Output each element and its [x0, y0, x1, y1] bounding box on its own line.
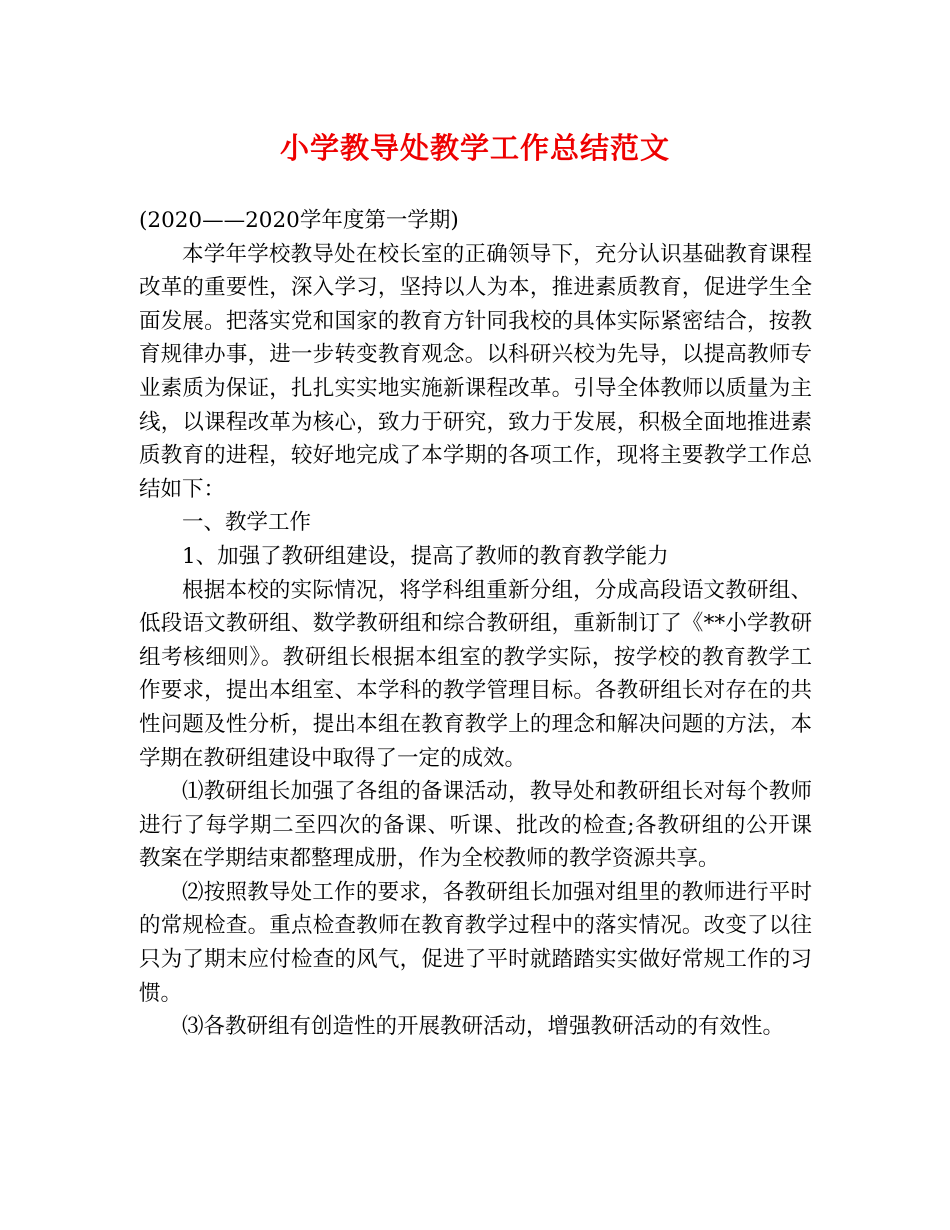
item-3-paragraph: ⑶各教研组有创造性的开展教研活动，增强教研活动的有效性。 — [182, 1014, 785, 1040]
document-title: 小学教导处教学工作总结范文 — [279, 131, 670, 165]
item-2-paragraph: ⑵按照教导处工作的要求，各教研组长加强对组里的教师进行平时的常规检查。重点检查教师在教育教学过程中的落实情况。改变了以往只为了期末应付检查的风气，促进了平时就踏踏实实做好常规工作的习惯。 — [139, 879, 812, 1006]
research-groups-paragraph: 根据本校的实际情况，将学科组重新分组，分成高段语文教研组、低段语文教研组、数学教研组和综合教研组，重新制订了《**小学教研组考核细则》。教研组长根据本组室的教学实际，按学校的教育教学工作要求，提出本组室、本学科的教学管理目标。各教研组长对存在的共性问题及性分析，提出本组在教育教学上的理念和解决问题的方法，本学期在教研组建设中取得了一定的成效。 — [139, 577, 812, 771]
item-1-paragraph: ⑴教研组长加强了各组的备课活动，教导处和教研组长对每个教师进行了每学期二至四次的备课、听课、批改的检查;各教研组的公开课教案在学期结束都整理成册，作为全校教师的教学资源共享。 — [139, 779, 812, 872]
intro-paragraph: 本学年学校教导处在校长室的正确领导下，充分认识基础教育课程改革的重要性，深入学习，坚持以人为本，推进素质教育，促进学生全面发展。把落实党和国家的教育方针同我校的具体实际紧密结合，按教育规律办事，进一步转变教育观念。以科研兴校为先导，以提高教师专业素质为保证，扎扎实实地实施新课程改革。引导全体教师以质量为主线，以课程改革为核心，致力于研究，致力于发展，积极全面地推进素质教育的进程，较好地完成了本学期的各项工作，现将主要教学工作总结如下： — [139, 241, 812, 502]
section-heading-teaching-work: 一、教学工作 — [182, 510, 312, 536]
subsection-heading-research-groups: 1、加强了教研组建设，提高了教师的教育教学能力 — [182, 543, 669, 569]
school-term-line: (2020——2020学年度第一学期) — [139, 208, 459, 233]
document-body — [139, 204, 812, 1044]
